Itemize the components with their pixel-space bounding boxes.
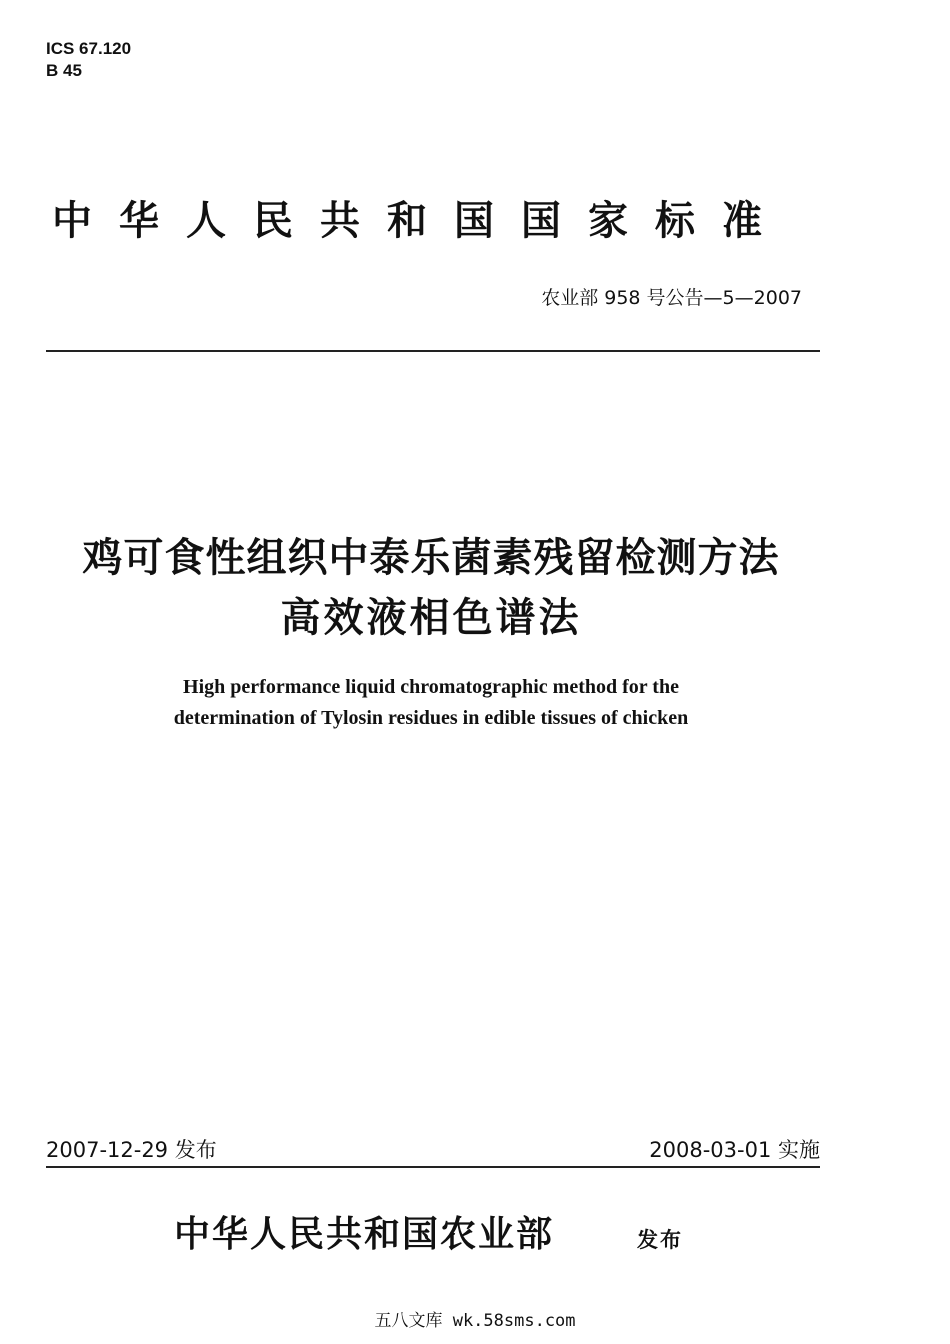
title-chinese-line-1: 鸡可食性组织中泰乐菌素残留检测方法 bbox=[82, 535, 780, 581]
issue-date: 2007-12-29 bbox=[46, 1138, 169, 1162]
title-english-line-1: High performance liquid chromatographic method for the bbox=[183, 676, 679, 698]
top-divider bbox=[46, 350, 820, 352]
national-standard-heading: 中华人民共和国国家标准 bbox=[52, 198, 789, 244]
issuer-name: 中华人民共和国农业部 bbox=[174, 1213, 555, 1255]
issue-label: 发布 bbox=[174, 1138, 217, 1162]
watermark-text: 五八文库 wk.58sms.com bbox=[374, 1311, 576, 1331]
ccs-code: B 45 bbox=[46, 61, 82, 80]
title-chinese-line-2: 高效液相色谱法 bbox=[280, 595, 582, 641]
title-english-line-2: determination of Tylosin residues in edible tissues of chicken bbox=[173, 707, 689, 729]
standard-number: 农业部 958 号公告—5—2007 bbox=[541, 287, 802, 309]
classification-codes bbox=[46, 38, 131, 82]
ics-code: ICS 67.120 bbox=[46, 39, 132, 58]
implement-label: 实施 bbox=[778, 1138, 820, 1162]
implement-date-block bbox=[649, 1134, 820, 1164]
issue-date-block bbox=[46, 1134, 217, 1164]
bottom-divider bbox=[46, 1166, 820, 1168]
issuer-action: 发布 bbox=[637, 1227, 683, 1252]
implement-date: 2008-03-01 bbox=[649, 1138, 772, 1162]
